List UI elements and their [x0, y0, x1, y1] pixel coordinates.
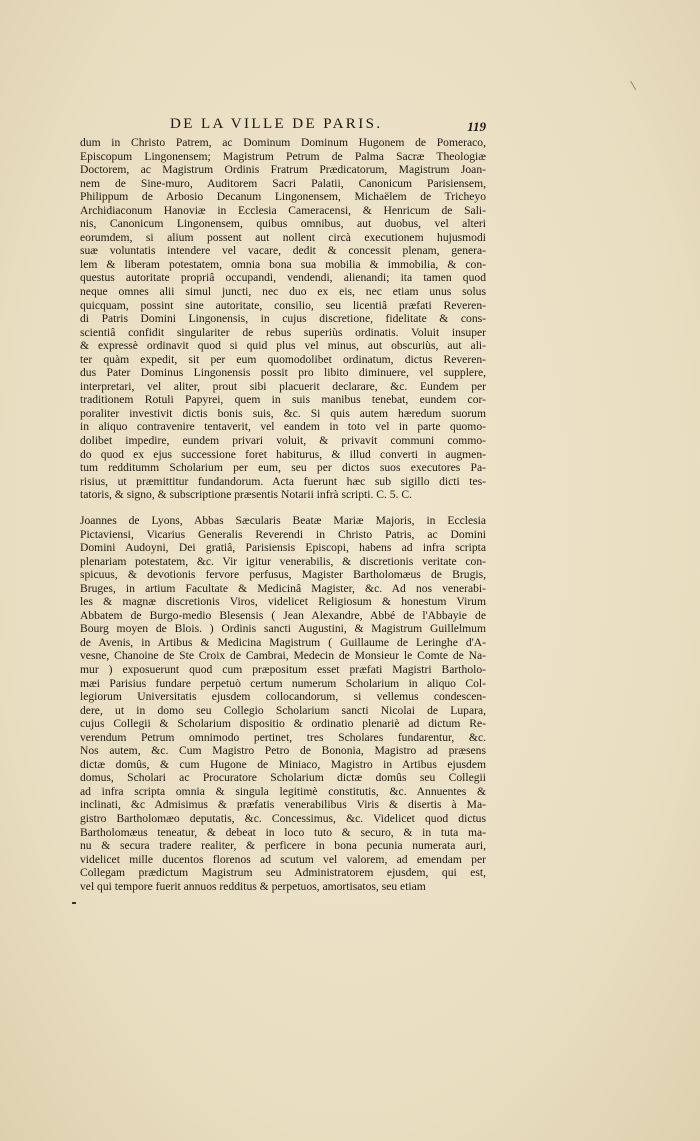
text-line: traditionem Rotuli Papyrei, quem in suis manibus tenebat, eundem cor-	[80, 393, 486, 407]
text-line: mur ) exposuerunt quod cum præpositum esset præfati Magistri Bartholo-	[80, 663, 486, 677]
text-line: verendum Petrum omnimodo pertinet, tres Scholares fundarentur, &c.	[80, 730, 486, 744]
text-line: ad infra scripta omnia & singula legitimè constitutis, &c. Annuentes &	[80, 784, 486, 798]
paragraph-2	[80, 514, 486, 893]
text-line: scientiâ confidit singulariter de rebus superiùs ordinatis. Voluit insuper	[80, 325, 486, 339]
text-line: Joannes de Lyons, Abbas Sæcularis Beatæ Mariæ Majoris, in Ecclesia	[80, 514, 486, 527]
text-line: dolibet impedire, eundem privari voluit, & privavit communi commo-	[80, 434, 486, 448]
text-line: Doctorem, ac Magistrum Ordinis Fratrum Prædicatorum, Magistrum Joan-	[80, 163, 486, 177]
text-line: inclinati, &c Admisimus & præfatis venerabilibus Viris & disertis à Ma-	[80, 798, 486, 812]
text-line: Domini Audoyni, Dei gratiâ, Parisiensis Episcopi, habens ad infra scripta	[80, 541, 486, 555]
text-line: domus, Scholari ac Procuratore Scholarium dictæ domûs seu Collegii	[80, 771, 486, 785]
text-line: nu & secura tradere realiter, & perficere in bona pecunia numerata auri,	[80, 839, 486, 853]
text-line: Collegam prædictum Magistrum seu Administratorem ejusdem, qui est,	[80, 866, 486, 880]
text-line: questus autoritate propriâ occupandi, vendendi, alienandi; ita tamen quod	[80, 271, 486, 285]
text-line: nis, Canonicum Lingonensem, quibus omnibus, aut duobus, vel alteri	[80, 217, 486, 231]
text-line: videlicet mille ducentos florenos ad scutum vel valorem, ad emendam per	[80, 852, 486, 866]
text-line: plenariam potestatem, &c. Vir igitur venerabilis, & discretionis veritate con-	[80, 554, 486, 568]
text-line: nem de Sine-muro, Auditorem Sacri Palatii, Canonicum Parisiensem,	[80, 176, 486, 190]
text-line: ter quàm expedit, sit per eum quomodolibet ordinatum, dictus Reveren-	[80, 352, 486, 366]
text-line: Bruges, in artium Facultate & Medicinâ Magister, &c. Ad nos venerabi-	[80, 581, 486, 595]
text-line: neque omnes alii simul juncti, nec duo ex eis, nec etiam unus solus	[80, 285, 486, 299]
text-line: lem & liberam potestatem, omnia bona sua mobilia & immobilia, & con-	[80, 257, 486, 271]
text-line: cujus Collegii & Scholarium dispositio & ordinatio plenariè ad dictum Re-	[80, 717, 486, 731]
text-line: tatoris, & signo, & subscriptione præsentis Notarii infrà scripti. C. 5. C.	[80, 488, 413, 502]
text-line: dum in Christo Patrem, ac Dominum Dominum Hugonem de Pomeraco,	[80, 136, 486, 149]
text-line: risius, ut præmittitur fundandorum. Acta fuerunt hæc sub sigillo dicti tes-	[80, 474, 486, 488]
paper-mark	[630, 76, 645, 90]
text-line: dere, ut in domo seu Collegio Scholarium sancti Nicolai de Lupara,	[80, 703, 486, 717]
text-line: de Avenis, in Artibus & Medicina Magistrum ( Guillaume de Leringhe d'A-	[80, 635, 486, 649]
text-line: spicuus, & devotionis fervore perfusus, Magister Bartholomæus de Brugis,	[80, 568, 486, 582]
text-line: mæi Parisius fundare perpetuò certum numerum Scholarium in aliquo Col-	[80, 676, 486, 690]
text-line: Abbatem de Burgo-medio Blesensis ( Jean Alexandre, Abbé de l'Abbayie de	[80, 608, 486, 622]
text-line: interpretari, vel aliter, prout sibi placuerit declarare, &c. Eundem per	[80, 379, 486, 393]
text-line: dus Pater Dominus Lingonensis possit pro libito diminuere, vel supplere,	[80, 366, 486, 380]
text-line: di Patris Domini Lingonensis, in cujus discretione, fidelitate & cons-	[80, 312, 486, 326]
text-line: Pictaviensi, Vicarius Generalis Reverendi in Christo Patris, ac Domini	[80, 527, 486, 541]
text-line: Nos autem, &c. Cum Magistro Petro de Bononia, Magistro ad præsens	[80, 744, 486, 758]
page-header	[80, 116, 486, 136]
page-number: 119	[467, 119, 486, 134]
text-line: Bartholomæus teneatur, & debeat in loco tuto & securo, & in tuta ma-	[80, 825, 486, 839]
text-line: legiorum Universitatis ejusdem collocandorum, si vellemus condescen-	[80, 690, 486, 704]
text-line: dictæ domûs, & cum Hugone de Miniaco, Magistro in Artibus ejusdem	[80, 757, 486, 771]
text-line: Bourg moyen de Blois. ) Ordinis sancti Augustini, & Magistrum Guillelmum	[80, 622, 486, 636]
text-line: poraliter investivit dictis bonis suis, &c. Si quis autem hæredum suorum	[80, 406, 486, 420]
text-line: les & magnæ discretionis Viros, videlicet Religiosum & honestum Virum	[80, 595, 486, 609]
text-line: tum redditumm Scholarium per eum, seu per dictos suos executores Pa-	[80, 461, 486, 475]
text-line: & expressè ordinavit quod si quid plus vel minus, aut obscuriùs, aut ali-	[80, 339, 486, 353]
text-line: quicquam, possint sine autoritate, consilio, seu licentiâ præfati Reveren-	[80, 298, 486, 312]
text-line: suæ voluntatis intendere vel vacare, dedit & concessit plenam, genera-	[80, 244, 486, 258]
text-line: gistro Bartholomæo deputatis, &c. Concessimus, &c. Videlicet quod dictus	[80, 812, 486, 826]
text-line: in aliquo contravenire tentaverit, vel eandem in toto vel in parte quomo-	[80, 420, 486, 434]
text-line: eorumdem, si alium possent aut nollent circà executionem hujusmodi	[80, 230, 486, 244]
text-line: Episcopum Lingonensem; Magistrum Petrum de Palma Sacræ Theologiæ	[80, 149, 486, 163]
text-line: vesne, Chanoine de Ste Croix de Cambrai, Medecin de Monsieur le Comte de Na-	[80, 649, 486, 663]
text-line: vel qui tempore fuerit annuos redditus & perpetuos, amortisatos, seu etiam	[80, 879, 426, 893]
text-line: do quod ex ejus successione foret habiturus, & illud converti in augmen-	[80, 447, 486, 461]
margin-mark	[72, 902, 76, 904]
text-line: Philippum de Arbosio Decanum Lingonensem, Michaëlem de Tricheyo	[80, 190, 486, 204]
running-head: DE LA VILLE DE PARIS.	[170, 116, 383, 132]
paragraph-1	[80, 136, 486, 502]
text-line: Archidiaconum Hanoviæ in Ecclesia Cameracensi, & Henricum de Sali-	[80, 203, 486, 217]
